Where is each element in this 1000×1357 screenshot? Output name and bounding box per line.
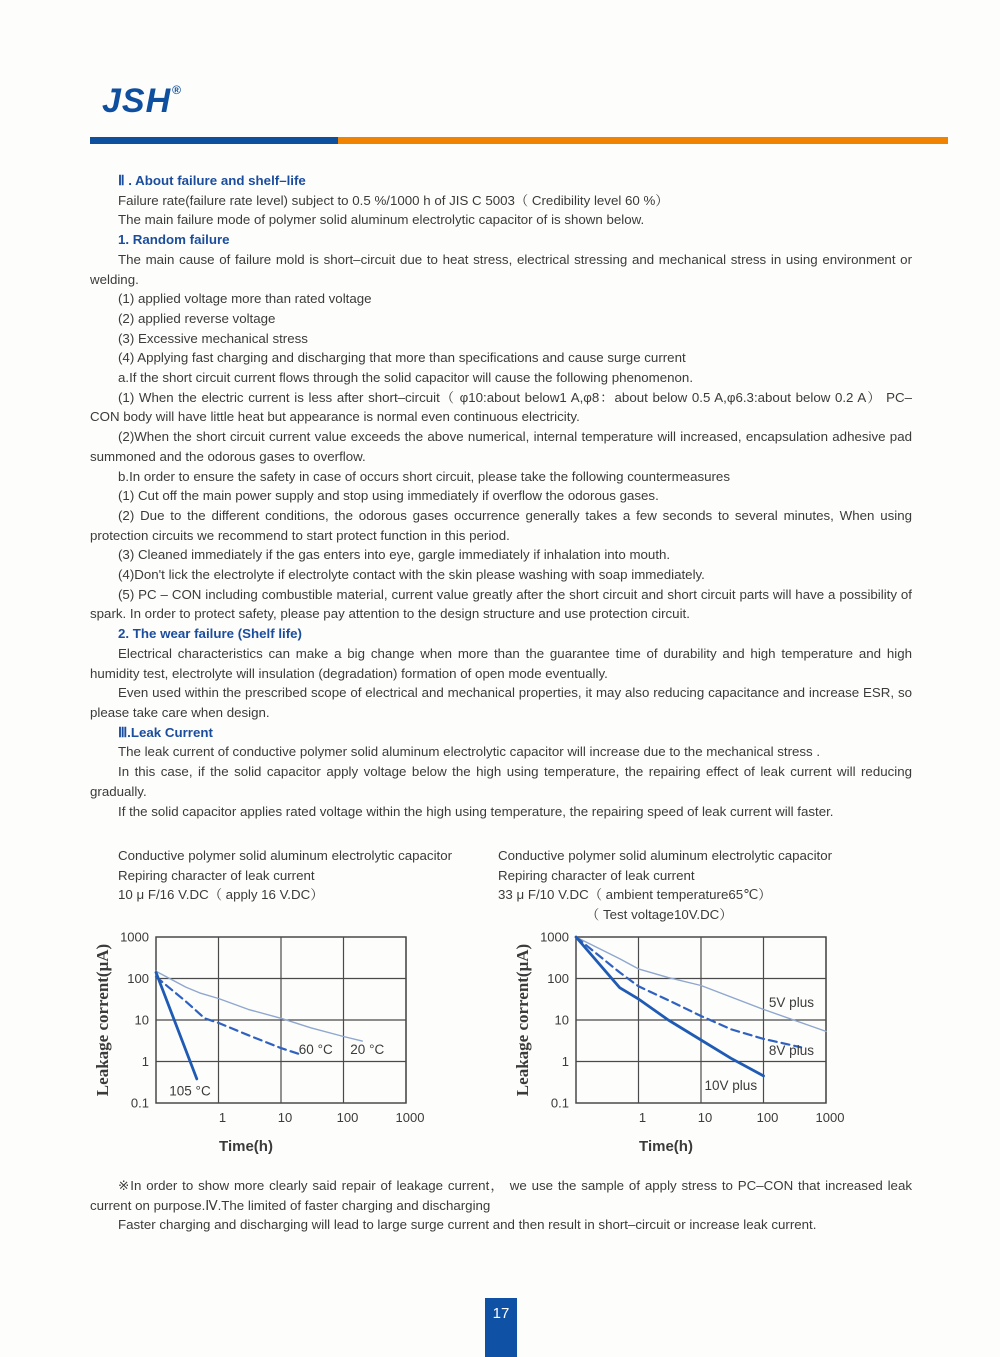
section-heading: 2. The wear failure (Shelf life)	[118, 626, 302, 642]
paragraph: b.In order to ensure the safety in case of occurs short circuit, please take the following countermeasures	[118, 468, 730, 484]
paragraph: The main cause of failure mold is short–circuit due to heat stress, electrical stressing and mechanical stress in using environment or welding.	[90, 251, 912, 287]
paragraph: (2)When the short circuit current value exceeds the above numerical, internal temperature will increased, encapsulation adhesive pad summoned and the odorous gases to overflow.	[90, 429, 912, 464]
paragraph: (4)Don't lick the electrolyte if electrolyte contact with the skin please washing with soap immediately.	[118, 567, 705, 583]
paragraph: (2) Due to the different conditions, the odorous gases occurrence generally takes a few seconds to several minutes, When using protection circuits we recommend to start protect function in this period.	[90, 507, 912, 543]
paragraph: Failure rate(failure rate level) subject to 0.5 %/1000 h of JIS C 5003（ Credibility level 60 %）	[118, 192, 669, 208]
document-body	[90, 171, 912, 821]
x-tick-label: 1	[218, 1110, 227, 1125]
section-heading: 1. Random failure	[118, 232, 230, 248]
leak-chart-16v-svg	[84, 928, 454, 1166]
series-line	[156, 971, 362, 1041]
chart-caption-right	[498, 846, 832, 924]
y-tick-label: 1	[141, 1054, 149, 1069]
header-rule-blue	[90, 137, 338, 144]
x-tick-label: 10	[277, 1110, 293, 1125]
paragraph: The main failure mode of polymer solid aluminum electrolytic capacitor of is shown below.	[118, 212, 645, 228]
footnote-paragraph: ※In order to show more clearly said repair of leakage current， we use the sample of apply stress to PC–CON that increased leak current on purpose.Ⅳ.The limited of faster charging and discharging	[90, 1178, 912, 1213]
y-tick-label: 10	[134, 1012, 149, 1028]
x-tick-label: 1	[638, 1110, 647, 1125]
y-tick-label: 0.1	[130, 1095, 149, 1111]
x-tick-label: 100	[336, 1110, 359, 1125]
paragraph: In this case, if the solid capacitor apply voltage below the high using temperature, the repairing effect of leak current will reducing gradually.	[90, 764, 912, 799]
section-heading: Ⅱ . About failure and shelf–life	[118, 173, 306, 188]
leak-chart-10v-svg	[504, 928, 874, 1166]
caption-line: 10 μ F/16 V.DC（ apply 16 V.DC）	[118, 887, 324, 902]
paragraph: Even used within the prescribed scope of electrical and mechanical properties, it may also reducing capacitance and increase ESR, so please take care when design.	[90, 685, 912, 720]
y-axis-title: Leakage corrent(μA)	[93, 943, 112, 1097]
paragraph: (1) applied voltage more than rated voltage	[118, 291, 372, 307]
paragraph: (3) Cleaned immediately if the gas enters into eye, gargle immediately if inhalation into mouth.	[118, 547, 671, 563]
paragraph: (5) PC – CON including combustible material, current value greatly after the short circuit and short circuit parts will have a possibility of spark. In order to protect safety, please pay attention to the design structure and use protection circuit.	[90, 586, 912, 622]
y-axis-title: Leakage corrent(μA)	[513, 943, 532, 1097]
page-number-box	[485, 1298, 517, 1357]
x-axis-title: Time(h)	[639, 1138, 693, 1155]
x-tick-label: 100	[756, 1110, 779, 1125]
x-tick-label: 10	[697, 1110, 713, 1125]
paragraph: (3) Excessive mechanical stress	[118, 330, 308, 346]
footnote-paragraph: Faster charging and discharging will lead to large surge current and then result in short–circuit or increase leak current.	[118, 1217, 817, 1233]
paragraph: If the solid capacitor applies rated voltage within the high using temperature, the repairing speed of leak current will faster.	[118, 803, 834, 819]
series-line	[156, 972, 197, 1079]
section-heading: Ⅲ.Leak Current	[118, 724, 213, 740]
series-line	[576, 937, 764, 1076]
y-tick-label: 100	[127, 971, 149, 986]
paragraph: The leak current of conductive polymer solid aluminum electrolytic capacitor will increase due to the mechanical stress .	[118, 744, 821, 760]
header-rule-orange	[338, 137, 948, 144]
series-label: 20 °C	[350, 1041, 385, 1057]
y-tick-label: 100	[547, 971, 569, 986]
caption-line: Repiring character of leak current	[118, 867, 315, 883]
paragraph: a.If the short circuit current flows through the solid capacitor will cause the following phenomenon.	[118, 370, 694, 386]
caption-line: Repiring character of leak current	[498, 867, 695, 883]
leak-chart-10v	[504, 928, 874, 1171]
x-tick-label: 1000	[395, 1110, 425, 1125]
caption-line: Conductive polymer solid aluminum electrolytic capacitor	[118, 848, 453, 863]
x-axis-title: Time(h)	[219, 1138, 273, 1155]
paragraph: Electrical characteristics can make a big change when more than the guarantee time of durability and high temperature and high humidity test, electrolyte will insulation (degradation) formation of open mode eventually.	[90, 645, 912, 681]
series-label: 8V plus	[768, 1042, 814, 1058]
footnote	[90, 1176, 912, 1235]
series-line	[156, 977, 300, 1054]
y-tick-label: 1000	[120, 929, 149, 945]
logo	[102, 82, 182, 121]
leak-chart-16v	[84, 928, 454, 1171]
paragraph: (1) Cut off the main power supply and stop using immediately if overflow the odorous gases.	[118, 488, 659, 504]
series-label: 60 °C	[298, 1041, 333, 1057]
page-number: 17	[492, 1305, 510, 1322]
y-tick-label: 1000	[540, 929, 569, 945]
x-tick-label: 1000	[815, 1110, 845, 1125]
series-label: 105 °C	[169, 1083, 211, 1099]
logo-registered-mark: ®	[172, 83, 182, 97]
caption-line: Conductive polymer solid aluminum electrolytic capacitor	[498, 848, 833, 863]
caption-line: （ Test voltage10V.DC）	[586, 906, 733, 922]
chart-caption-left	[118, 846, 452, 905]
y-tick-label: 10	[554, 1012, 569, 1028]
y-tick-label: 1	[561, 1054, 569, 1069]
y-tick-label: 0.1	[550, 1095, 569, 1111]
paragraph: (2) applied reverse voltage	[118, 310, 276, 326]
series-label: 5V plus	[768, 994, 814, 1010]
caption-line: 33 μ F/10 V.DC（ ambient temperature65℃）	[498, 887, 772, 902]
paragraph: (4) Applying fast charging and discharging that more than specifications and cause surge current	[118, 350, 686, 366]
series-label: 10V plus	[704, 1077, 758, 1093]
logo-text: JSH	[102, 82, 172, 120]
paragraph: (1) When the electric current is less after short–circuit（ φ10:about below1 A,φ8：about below 0.5 A,φ6.3:about below 0.2 A） PC–CON body will have little heat but appearance is normal even continuous electricity.	[90, 389, 912, 425]
